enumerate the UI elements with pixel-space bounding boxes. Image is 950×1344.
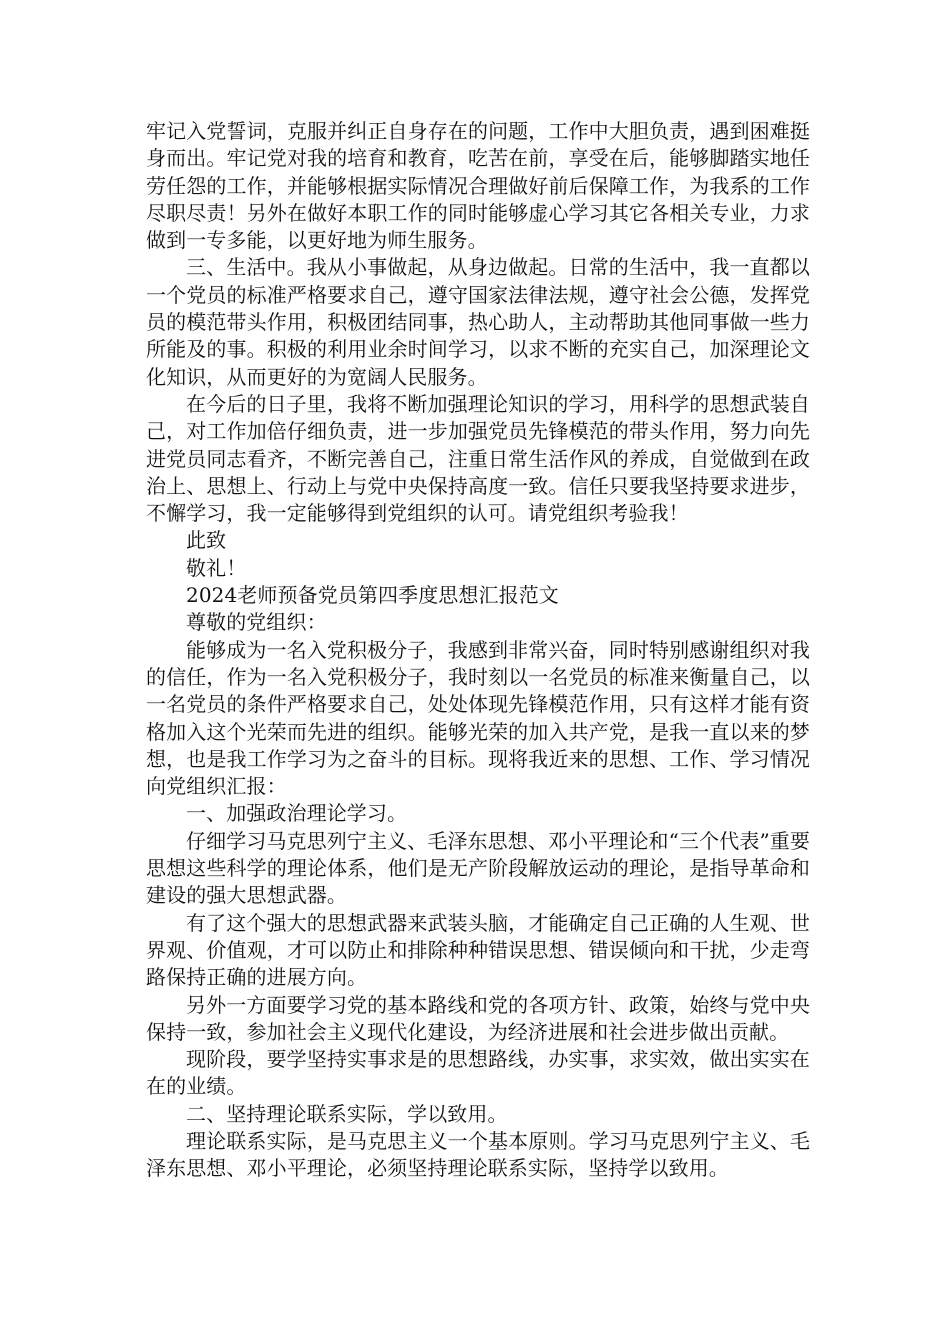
document-page xyxy=(146,118,810,1183)
section-heading-political-theory: 一、加强政治理论学习。 xyxy=(186,801,408,826)
paragraph-continuation: 牢记入党誓词，克服并纠正自身存在的问题，工作中大胆负责，遇到困难挺身而出。牢记党对我的培育和教育，吃苦在前，享受在后，能够脚踏实地任劳任怨的工作，并能够根据实际情况合理做好前后保障工作，为我系的工作尽职尽责！另外在做好本职工作的同时能够虚心学习其它各相关专业，力求做到一专多能，以更好地为师生服务。 xyxy=(146,119,810,253)
paragraph-party-line: 另外一方面要学习党的基本路线和党的各项方针、政策，始终与党中央保持一致，参加社会主义现代化建设，为经济进展和社会进步做出贡献。 xyxy=(146,992,810,1044)
section-heading-theory-practice: 二、坚持理论联系实际，学以致用。 xyxy=(186,1101,508,1126)
paragraph-worldview: 有了这个强大的思想武器来武装头脑，才能确定自己正确的人生观、世界观、价值观，才可以防止和排除种种错误思想、错误倾向和干扰，少走弯路保持正确的进展方向。 xyxy=(146,910,810,990)
report-greeting: 尊敬的党组织： xyxy=(186,610,327,635)
paragraph-intro: 能够成为一名入党积极分子，我感到非常兴奋，同时特别感谢组织对我的信任，作为一名入党积极分子，我时刻以一名党员的标准来衡量自己，以一名党员的条件严格要求自己，处处体现先锋模范作用，只有这样才能有资格加入这个光荣而先进的组织。能够光荣的加入共产党，是我一直以来的梦想，也是我工作学习为之奋斗的目标。现将我近来的思想、工作、学习情况向党组织汇报： xyxy=(146,637,810,799)
closing-salutation: 此致 xyxy=(186,528,227,553)
paragraph-life-section: 三、生活中。我从小事做起，从身边做起。日常的生活中，我一直都以一个党员的标准严格要求自己，遵守国家法律法规，遵守社会公德，发挥党员的模范带头作用，积极团结同事，热心助人，主动帮助其他同事做一些力所能及的事。积极的利用业余时间学习，以求不断的充实自己，加深理论文化知识，从而更好的为宽阔人民服务。 xyxy=(146,255,810,389)
paragraph-theory-practice: 理论联系实际，是马克思主义一个基本原则。学习马克思列宁主义、毛泽东思想、邓小平理论，必须坚持理论联系实际，坚持学以致用。 xyxy=(146,1128,810,1181)
paragraph-current-stage: 现阶段，要学坚持实事求是的思想路线，办实事，求实效，做出实实在在的业绩。 xyxy=(146,1047,810,1099)
paragraph-study-theory: 仔细学习马克思列宁主义、毛泽东思想、邓小平理论和“三个代表”重要思想这些科学的理论体系，他们是无产阶段解放运动的理论，是指导革命和建设的强大思想武器。 xyxy=(146,828,810,908)
report-title: 2024老师预备党员第四季度思想汇报范文 xyxy=(186,583,559,608)
paragraph-future-commitment: 在今后的日子里，我将不断加强理论知识的学习，用科学的思想武装自己，对工作加倍仔细负责，进一步加强党员先锋模范的带头作用，努力向先进党员同志看齐，不断完善自己，注重日常生活作风的养成，自觉做到在政治上、思想上、行动上与党中央保持高度一致。信任只要我坚持要求进步，不懈学习，我一定能够得到党组织的认可。请党组织考验我！ xyxy=(146,391,810,526)
closing-regards: 敬礼！ xyxy=(186,555,247,580)
